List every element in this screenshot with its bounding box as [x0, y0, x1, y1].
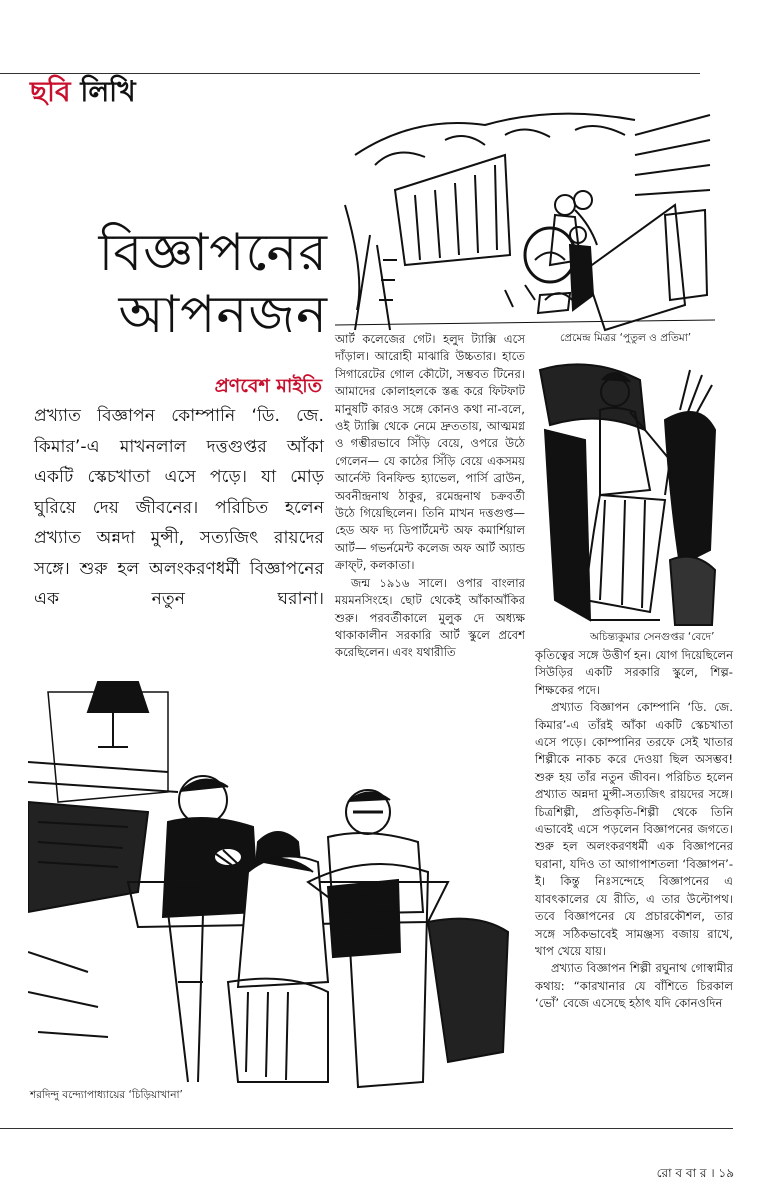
column-middle-p2: জন্ম ১৯১৬ সালে। ওপার বাংলার ময়মনসিংহে। ছোট থেকেই আঁকাআঁকির শুরু। পরবর্তীকালে মুলুক দে অধ্যক্ষ থাকাকালীন সরকারি আর্ট স্কুলে প্রবেশ করেছিলেন। এবং যথারীতি — [335, 575, 525, 660]
section-label — [30, 75, 136, 108]
title-line-2: আপনজন — [118, 285, 328, 345]
author-byline: প্রণবেশ মাইতি — [214, 375, 322, 397]
section-label-black: লিখি — [80, 75, 136, 108]
section-label-red: ছবি — [30, 75, 71, 108]
caption-top: প্রেমেন্দ্র মিত্রর ‘পুতুল ও প্রতিমা’ — [560, 332, 692, 344]
column-middle — [335, 331, 525, 662]
intro-paragraph: প্রখ্যাত বিজ্ঞাপন কোম্পানি ‘ডি. জে. কিমার’-এ মাখনলাল দত্তগুপ্তর আঁকা একটি স্কেচখাতা এসে পড়ে। যা মোড় ঘুরিয়ে দেয় জীবনের। পরিচিত হলেন প্রখ্যাত অন্নদা মুন্সী, সত্যজিৎ রায়দের সঙ্গে। শুরু হল অলংকরণধর্মী বিজ্ঞাপনের এক নতুন ঘরানা। — [34, 406, 324, 609]
page-footer: রো ব বা র । ১৯ — [656, 1166, 734, 1180]
column-right-p3: প্রখ্যাত বিজ্ঞাপন শিল্পী রঘুনাথ গোস্বামীর কথায়: “কারখানার যে বাঁশিতে চিরকাল ‘ভোঁ’ বেজে এসেছে হঠাৎ যদি কোনওদিন — [535, 961, 733, 1011]
column-right-p1: কৃতিত্বের সঙ্গে উত্তীর্ণ হন। যোগ দিয়েছিলেন সিউড়ির একটি সরকারি স্কুলে, শিল্প-শিক্ষকের পদে। — [535, 648, 733, 697]
card-table-illustration — [28, 652, 523, 1090]
caption-middle: অচিন্ত্যকুমার সেনগুপ্তর ‘বেদে’ — [590, 631, 715, 643]
title-line-1: বিজ্ঞাপনের — [98, 223, 328, 283]
column-right — [535, 647, 733, 1013]
bottom-rule — [0, 1128, 733, 1129]
top-rule — [0, 73, 700, 74]
column-middle-p1: আর্ট কলেজের গেট। হলুদ ট্যাক্সি এসে দাঁড়াল। আরোহী মাঝারি উচ্চতার। হাতে সিগারেটের গোল কৌটো, সম্ভবত টিনের। আমাদের কোলাহলকে স্তব্ধ করে ফিটফাট মানুষটি কারও সঙ্গে কোনও কথা না-বলে, ওই ট্যাক্সি থেকে নেমে দ্রুততায়, আত্মমগ্ন ও গম্ভীরভাবে সিঁড়ি বেয়ে, ওপরে উঠে গেলেন— যে কাঠের সিঁড়ি বেয়ে একসময় আর্নেস্ট বিনফিল্ড হ্যাভেল, পার্সি ব্রাউন, অবনীন্দ্রনাথ ঠাকুর, রমেন্দ্রনাথ চক্রবর্তী উঠে গিয়েছিলেন। তিনি মাখন দত্তগুপ্ত— হেড অফ দ্য ডিপার্টমেন্ট অফ কমার্শিয়াল আর্ট— গভর্নমেন্ট কলেজ অফ আর্ট অ্যান্ড ক্রাফ্‌ট, কলকাতা। — [335, 332, 525, 573]
village-illustration — [335, 95, 715, 333]
column-right-p2: প্রখ্যাত বিজ্ঞাপন কোম্পানি ‘ডি. জে. কিমার’-এ তাঁরই আঁকা একটি স্কেচখাতা এসে পড়ে। কোম্পানির তরফে সেই খাতার শিল্পীকে নাকচ করে দেওয়া ছিল অসম্ভব! শুরু হয় তাঁর নতুন জীবন। পরিচিত হলেন প্রখ্যাত অন্নদা মুন্সী-সত্যজিৎ রায়দের সঙ্গে। চিত্রশিল্পী, প্রতিকৃতি-শিল্পী থেকে তিনি এভাবেই এসে পড়লেন বিজ্ঞাপনের জগতে। শুরু হল অলংকরণধর্মী এক বিজ্ঞাপনের ঘরানা, যদিও তা আগাপাশতলা ‘বিজ্ঞাপন’-ই। কিন্তু নিঃসন্দেহে বিজ্ঞাপনের এ যাবৎকালের যে রীতি, এ তার উল্টোপথ। তবে বিজ্ঞাপনের যে প্রচারকৌশল, তার সঙ্গে সঠিকভাবেই সামঞ্জস্য বজায় রাখে, খাপ খেয়ে যায়। — [535, 700, 733, 958]
woman-illustration — [530, 350, 720, 628]
page-title — [60, 222, 328, 346]
caption-bottom: শরদিন্দু বন্দ্যোপাধ্যায়ের ‘চিড়িয়াখানা’ — [30, 1089, 183, 1101]
